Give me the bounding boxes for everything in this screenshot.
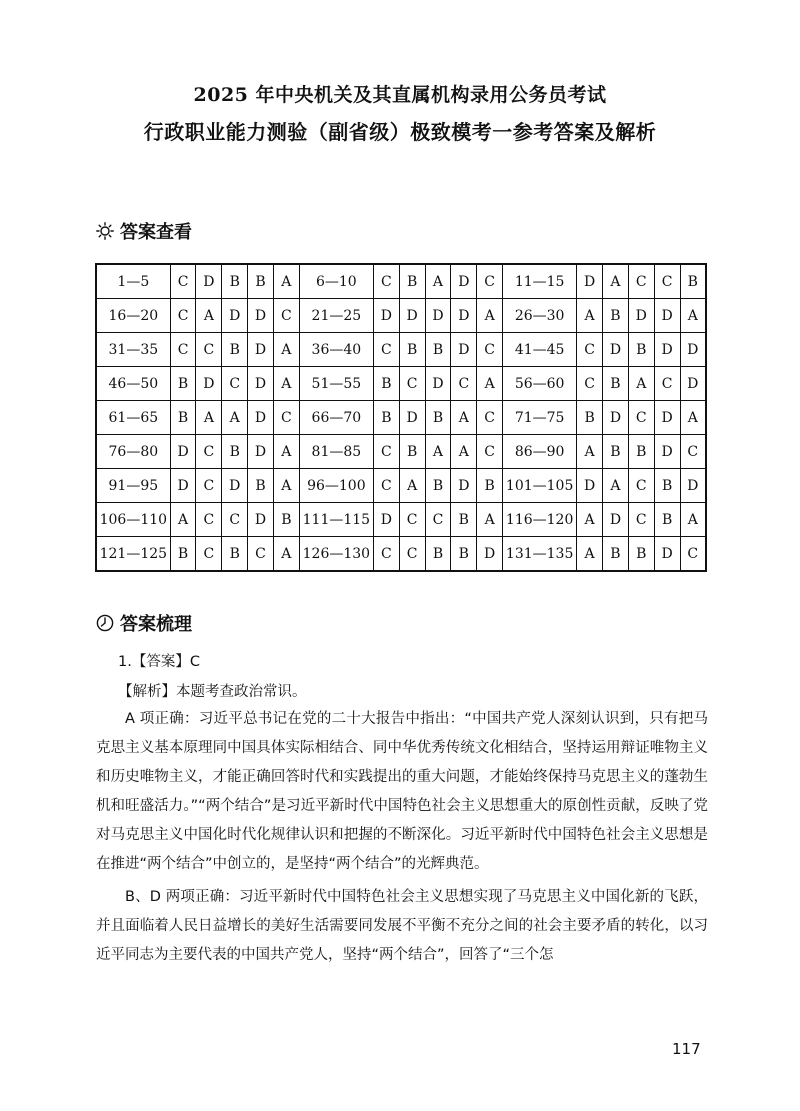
answer-cell: D [399, 299, 425, 333]
question-range-cell: 26—30 [503, 299, 577, 333]
answer-cell: D [248, 401, 274, 435]
answer-cell: A [222, 401, 248, 435]
question-range-cell: 131—135 [503, 537, 577, 572]
section-heading-explanations [96, 610, 192, 636]
answer-cell: B [654, 503, 680, 537]
answer-cell: C [373, 333, 399, 367]
question-range-cell: 16—20 [96, 299, 170, 333]
answer-table-row [96, 367, 706, 401]
answer-cell: B [399, 333, 425, 367]
answer-cell: B [373, 401, 399, 435]
answer-cell: C [577, 333, 603, 367]
answer-cell: D [222, 469, 248, 503]
answer-cell: B [170, 537, 196, 572]
answer-cell: C [680, 537, 706, 572]
answer-cell: B [170, 367, 196, 401]
section-heading-answers-label: 答案查看 [120, 222, 192, 243]
question-range-cell: 66—70 [299, 401, 373, 435]
answer-cell: B [451, 537, 477, 572]
answer-cell: D [603, 503, 629, 537]
question-range-cell: 121—125 [96, 537, 170, 572]
answer-cell: C [273, 401, 299, 435]
question-1-answer: 1.【答案】C [118, 654, 200, 670]
answer-cell: D [603, 333, 629, 367]
explanation-paragraph-bd: B、D 两项正确：习近平新时代中国特色社会主义思想实现了马克思主义中国化新的飞跃，并且面临着人民日益增长的美好生活需要同发展不平衡不充分之间的社会主要矛盾的转化，以习近平同志为主要代表的中国共产党人，坚持“两个结合”，回答了“三个怎 [96, 889, 708, 963]
answer-table-row [96, 537, 706, 572]
question-range-cell: 11—15 [503, 264, 577, 299]
answer-cell: A [477, 299, 503, 333]
answer-cell: A [273, 537, 299, 572]
question-range-cell: 21—25 [299, 299, 373, 333]
answer-cell: A [451, 401, 477, 435]
question-range-cell: 36—40 [299, 333, 373, 367]
answer-cell: C [222, 367, 248, 401]
question-range-cell: 101—105 [503, 469, 577, 503]
answer-cell: B [628, 333, 654, 367]
answer-cell: B [222, 333, 248, 367]
question-1-explanation [96, 705, 708, 970]
answer-cell: A [196, 299, 222, 333]
answer-key-table [95, 263, 707, 572]
clock-icon [96, 614, 114, 632]
answer-cell: D [196, 264, 222, 299]
answer-cell: A [451, 435, 477, 469]
answer-cell: A [273, 367, 299, 401]
answer-cell: D [680, 367, 706, 401]
answer-cell: C [196, 503, 222, 537]
question-range-cell: 51—55 [299, 367, 373, 401]
answer-cell: B [603, 299, 629, 333]
answer-cell: C [628, 469, 654, 503]
answer-cell: A [577, 435, 603, 469]
answer-cell: C [399, 537, 425, 572]
answer-cell: C [425, 503, 451, 537]
answer-cell: C [170, 333, 196, 367]
answer-cell: D [680, 333, 706, 367]
answer-cell: D [170, 469, 196, 503]
answer-table-row [96, 299, 706, 333]
page-number: 117 [672, 1040, 701, 1058]
question-range-cell: 41—45 [503, 333, 577, 367]
question-range-cell: 96—100 [299, 469, 373, 503]
answer-cell: C [170, 264, 196, 299]
section-heading-explanations-label: 答案梳理 [120, 614, 192, 635]
question-range-cell: 106—110 [96, 503, 170, 537]
answer-cell: C [273, 299, 299, 333]
question-range-cell: 1—5 [96, 264, 170, 299]
answer-cell: A [477, 367, 503, 401]
answer-table-row [96, 503, 706, 537]
answer-cell: C [577, 367, 603, 401]
answer-cell: B [680, 264, 706, 299]
answer-cell: A [273, 333, 299, 367]
answer-cell: A [680, 401, 706, 435]
answer-cell: A [273, 435, 299, 469]
answer-cell: B [222, 435, 248, 469]
question-range-cell: 6—10 [299, 264, 373, 299]
answer-cell: D [451, 469, 477, 503]
answer-cell: B [451, 503, 477, 537]
answer-cell: D [680, 469, 706, 503]
answer-cell: C [373, 537, 399, 572]
answer-cell: C [196, 333, 222, 367]
answer-cell: D [577, 264, 603, 299]
answer-cell: C [451, 367, 477, 401]
answer-cell: A [603, 264, 629, 299]
answer-cell: A [577, 537, 603, 572]
answer-cell: B [425, 469, 451, 503]
answer-cell: B [248, 469, 274, 503]
answer-cell: C [170, 299, 196, 333]
answer-cell: A [273, 469, 299, 503]
answer-cell: C [628, 401, 654, 435]
answer-cell: B [603, 435, 629, 469]
answer-table-row [96, 435, 706, 469]
answer-cell: D [603, 401, 629, 435]
answer-cell: B [222, 537, 248, 572]
question-range-cell: 56—60 [503, 367, 577, 401]
question-range-cell: 81—85 [299, 435, 373, 469]
answer-cell: B [222, 264, 248, 299]
answer-cell: B [425, 401, 451, 435]
answer-cell: A [196, 401, 222, 435]
answer-cell: A [170, 503, 196, 537]
answer-cell: D [654, 401, 680, 435]
answer-cell: C [196, 435, 222, 469]
explanation-paragraph-a: A 项正确：习近平总书记在党的二十大报告中指出：“中国共产党人深刻认识到，只有把马克思主义基本原理同中国具体实际相结合、同中华优秀传统文化相结合，坚持运用辩证唯物主义和历史唯物主义，才能正确回答时代和实践提出的重大问题，才能始终保持马克思主义的蓬勃生机和旺盛活力。”“两个结合”是习近平新时代中国特色社会主义思想重大的原创性贡献，反映了党对马克思主义中国化时代化规律认识和把握的不断深化。习近平新时代中国特色社会主义思想是在推进“两个结合”中创立的，是坚持“两个结合”的光辉典范。 [96, 711, 708, 872]
answer-cell: B [425, 333, 451, 367]
answer-cell: B [425, 537, 451, 572]
answer-cell: A [577, 503, 603, 537]
question-range-cell: 61—65 [96, 401, 170, 435]
answer-cell: D [373, 299, 399, 333]
section-heading-answers [96, 218, 192, 244]
answer-cell: B [577, 401, 603, 435]
answer-cell: D [654, 537, 680, 572]
answer-cell: A [425, 264, 451, 299]
answer-cell: B [628, 435, 654, 469]
answer-cell: A [477, 503, 503, 537]
answer-cell: D [477, 537, 503, 572]
answer-cell: A [628, 367, 654, 401]
answer-cell: D [222, 299, 248, 333]
answer-table-row [96, 333, 706, 367]
answer-cell: D [248, 435, 274, 469]
answer-cell: C [477, 333, 503, 367]
question-range-cell: 116—120 [503, 503, 577, 537]
answer-cell: C [628, 264, 654, 299]
answer-cell: D [654, 435, 680, 469]
answer-cell: C [373, 264, 399, 299]
question-range-cell: 111—115 [299, 503, 373, 537]
answer-cell: D [577, 469, 603, 503]
question-range-cell: 76—80 [96, 435, 170, 469]
answer-cell: D [248, 333, 274, 367]
answer-cell: A [399, 469, 425, 503]
answer-cell: D [425, 299, 451, 333]
answer-cell: D [196, 367, 222, 401]
answer-cell: C [628, 503, 654, 537]
answer-cell: C [477, 401, 503, 435]
answer-cell: C [196, 537, 222, 572]
answer-cell: C [654, 264, 680, 299]
answer-cell: D [170, 435, 196, 469]
answer-cell: B [248, 264, 274, 299]
answer-cell: B [654, 469, 680, 503]
answer-cell: A [425, 435, 451, 469]
answer-cell: D [451, 299, 477, 333]
answer-cell: B [170, 401, 196, 435]
answer-cell: D [628, 299, 654, 333]
answer-cell: B [273, 503, 299, 537]
answer-table-row [96, 469, 706, 503]
answer-cell: D [248, 367, 274, 401]
answer-cell: C [399, 503, 425, 537]
answer-cell: C [477, 435, 503, 469]
answer-cell: D [425, 367, 451, 401]
answer-cell: B [628, 537, 654, 572]
answer-cell: B [603, 537, 629, 572]
sun-icon [96, 222, 114, 240]
question-range-cell: 71—75 [503, 401, 577, 435]
question-range-cell: 46—50 [96, 367, 170, 401]
answer-cell: C [373, 435, 399, 469]
answer-cell: C [399, 367, 425, 401]
question-range-cell: 91—95 [96, 469, 170, 503]
answer-cell: C [222, 503, 248, 537]
answer-cell: C [196, 469, 222, 503]
answer-cell: A [577, 299, 603, 333]
answer-cell: C [477, 264, 503, 299]
answer-cell: B [399, 435, 425, 469]
answer-cell: D [248, 299, 274, 333]
answer-cell: D [399, 401, 425, 435]
answer-cell: A [680, 503, 706, 537]
question-range-cell: 126—130 [299, 537, 373, 572]
document-title-line1: 2025 年中央机关及其直属机构录用公务员考试 [193, 84, 607, 106]
answer-table-row [96, 401, 706, 435]
answer-cell: D [654, 299, 680, 333]
answer-cell: A [603, 469, 629, 503]
answer-cell: D [248, 503, 274, 537]
answer-cell: D [451, 264, 477, 299]
answer-cell: D [373, 503, 399, 537]
answer-cell: B [399, 264, 425, 299]
answer-cell: A [273, 264, 299, 299]
answer-cell: A [680, 299, 706, 333]
answer-cell: D [451, 333, 477, 367]
question-range-cell: 86—90 [503, 435, 577, 469]
question-range-cell: 31—35 [96, 333, 170, 367]
answer-cell: D [654, 333, 680, 367]
answer-cell: C [654, 367, 680, 401]
answer-cell: B [373, 367, 399, 401]
answer-cell: C [680, 435, 706, 469]
answer-cell: C [373, 469, 399, 503]
answer-cell: C [248, 537, 274, 572]
answer-cell: B [477, 469, 503, 503]
answer-table-row [96, 264, 706, 299]
answer-cell: B [603, 367, 629, 401]
question-1-analysis-intro: 【解析】本题考查政治常识。 [118, 684, 307, 700]
document-title-line2: 行政职业能力测验（副省级）极致模考一参考答案及解析 [143, 120, 657, 144]
